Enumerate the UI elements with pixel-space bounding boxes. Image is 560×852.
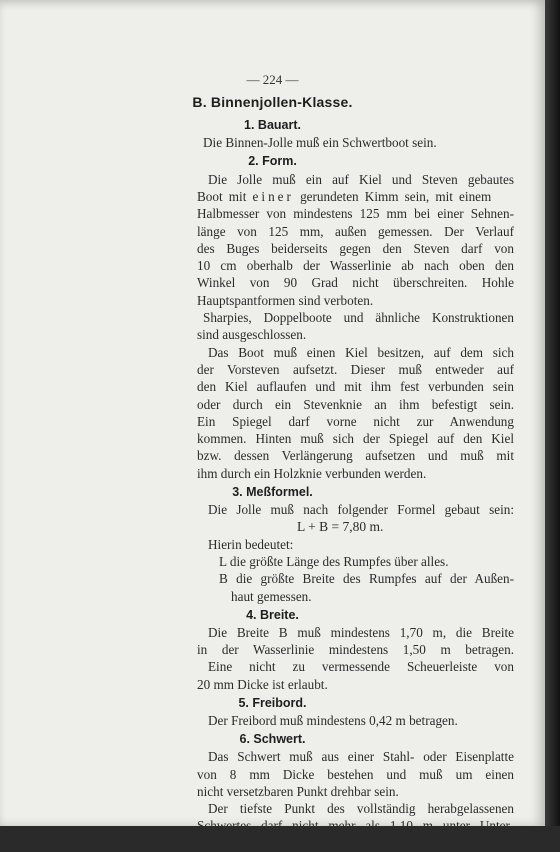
emphasized-text: einer	[252, 189, 294, 204]
body-line: Das Schwert muß aus einer Stahl- oder Eisenplatte	[208, 749, 514, 764]
body-text: Boot mit	[197, 189, 247, 204]
body-line: Winkel von 90 Grad nicht überschreiten. Hohle	[197, 275, 514, 290]
body-line: der Vorsteven aufsetzt. Dieser muß entweder auf	[197, 362, 514, 377]
body-line: von 8 mm Dicke bestehen und muß um einen	[197, 767, 514, 782]
page-title: B. Binnenjollen-Klasse.	[192, 94, 353, 110]
body-line: Das Boot muß einen Kiel besitzen, auf dem sich	[208, 345, 514, 360]
body-line: kommen. Hinten muß sich der Spiegel auf den Kiel	[197, 431, 514, 446]
page-edge-shadow	[545, 0, 560, 826]
body-line: Die Binnen-Jolle muß ein Schwertboot sein.	[203, 135, 437, 150]
body-line: sind ausgeschlossen.	[197, 327, 307, 342]
body-line: Hierin bedeutet:	[208, 537, 294, 552]
definition-line: L die größte Länge des Rumpfes über alles.	[219, 554, 449, 569]
formula: L + B = 7,80 m.	[297, 519, 384, 534]
section-heading-bauart: 1. Bauart.	[244, 118, 301, 132]
body-line: kante Kiel liegen.	[197, 836, 291, 851]
body-line: ihm durch ein Holzknie verbunden werden.	[197, 466, 427, 481]
definition-line: B die größte Breite des Rumpfes auf der Außen-	[219, 571, 514, 586]
body-line: Die Jolle muß ein auf Kiel und Steven gebautes	[208, 172, 514, 187]
body-line: Der tiefste Punkt des vollständig herabgelassenen	[208, 801, 514, 816]
section-heading-breite: 4. Breite.	[246, 608, 299, 622]
body-line: Die Breite B muß mindestens 1,70 m, die Breite	[208, 625, 514, 640]
body-line: bzw. dessen Verlängerung aufsetzen und muß mit	[197, 448, 514, 463]
body-line: den Kiel auflaufen und mit ihm fest verbunden sein	[197, 379, 514, 394]
body-line: länge von 125 mm, außen gemessen. Der Verlauf	[197, 224, 514, 239]
section-heading-form: 2. Form.	[248, 154, 297, 168]
section-heading-messformel: 3. Meßformel.	[232, 485, 313, 499]
body-line: Die Jolle muß nach folgender Formel gebaut sein:	[208, 502, 514, 517]
body-line: des Buges beiderseits gegen den Steven darf von	[197, 241, 514, 256]
body-line: Schwertes darf nicht mehr als 1,10 m unter Unter-	[197, 818, 514, 833]
body-line: nicht versetzbaren Punkt drehbar sein.	[197, 784, 399, 799]
body-line: Halbmesser von mindestens 125 mm bei einer Sehnen-	[197, 206, 514, 221]
section-heading-freibord: 5. Freibord.	[238, 696, 307, 710]
body-line-composite	[197, 188, 491, 205]
body-line: 20 mm Dicke ist erlaubt.	[197, 677, 328, 692]
section-heading-schwert: 6. Schwert.	[239, 732, 306, 746]
body-line: Sharpies, Doppelboote und ähnliche Konstruktionen	[203, 310, 514, 325]
body-line: in der Wasserlinie mindestens 1,50 m betragen.	[197, 642, 514, 657]
page-number: — 224 —	[246, 72, 299, 87]
body-line: Eine nicht zu vermessende Scheuerleiste von	[208, 659, 514, 674]
body-line: oder durch ein Stevenknie an ihm befestigt sein.	[197, 397, 514, 412]
body-line: Hauptspantformen sind verboten.	[197, 293, 374, 308]
body-line: Der Freibord muß mindestens 0,42 m betragen.	[208, 713, 458, 728]
body-line: Ein Spiegel darf vorne nicht zur Anwendung	[197, 414, 514, 429]
body-text: gerundeten Kimm sein, mit einem	[300, 189, 492, 204]
body-line: 10 cm oberhalb der Wasserlinie ab nach oben den	[197, 258, 514, 273]
definition-line: haut gemessen.	[231, 589, 312, 604]
